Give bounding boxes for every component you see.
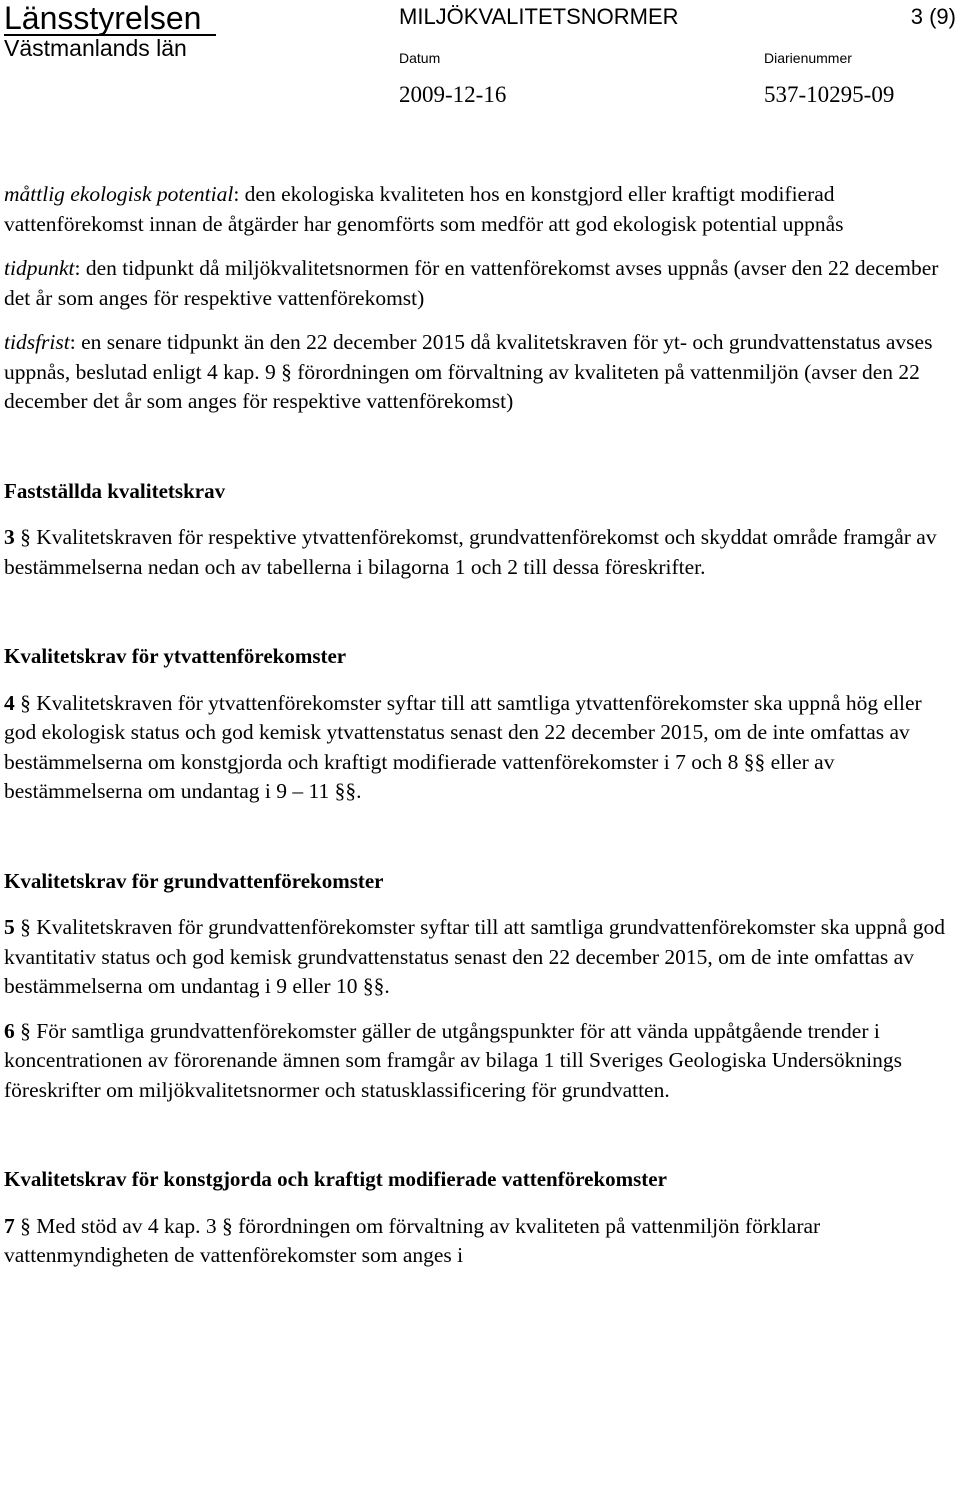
paragraph-number: 3 <box>4 525 15 549</box>
section-paragraph <box>4 689 956 807</box>
section-paragraph <box>4 913 956 1002</box>
page-number: 3 (9) <box>910 4 956 29</box>
definition-text: : den tidpunkt då miljökvalitetsnormen för en vattenförekomst avses uppnås (avser den 22 december det år som anges för respektive vattenförekomst) <box>4 256 939 310</box>
section-heading: Kvalitetskrav för grundvattenförekomster <box>4 868 384 893</box>
definition-text: : den ekologiska kvaliteten hos en konstgjord eller kraftigt modifierad vattenförekomst innan de åtgärder har genomförts som medför att god ekologisk potential uppnås <box>4 182 844 236</box>
lansstyrelsen-logo <box>4 0 216 61</box>
section-heading: Fastställda kvalitetskrav <box>4 478 226 503</box>
date-value: 2009-12-16 <box>399 82 507 107</box>
definition-paragraph <box>4 254 956 313</box>
paragraph-text: § För samtliga grundvattenförekomster gäller de utgångspunkter för att vända uppåtgående trender i koncentrationen av förorenande ämnen som framgår av bilaga 1 till Sveriges Geologiska Undersöknings föreskrifter om miljökvalitetsnormer och statusklassificering för grundvatten. <box>4 1018 902 1102</box>
paragraph-number: 7 <box>4 1213 15 1238</box>
logo-line-2: Västmanlands län <box>4 34 216 60</box>
paragraph-number: 5 <box>4 915 15 939</box>
paragraph-number: 4 <box>4 690 15 715</box>
date-label: Datum <box>399 50 441 66</box>
diary-number-value: 537-10295-09 <box>764 82 895 107</box>
section-paragraph <box>4 523 956 582</box>
definition-term: tidpunkt <box>4 256 75 280</box>
definition-term: måttlig ekologisk potential <box>4 182 234 206</box>
paragraph-text: § Kvalitetskraven för grundvattenförekomster syftar till att samtliga grundvattenförekomster ska uppnå god kvantitativ status och god kemisk grundvattenstatus senast den 22 december 2015, om de inte omfattas av bestämmelserna om undantag i 9 eller 10 §§. <box>4 915 945 998</box>
definition-paragraph <box>4 328 956 417</box>
logo-line-1: Länsstyrelsen <box>4 0 202 36</box>
definition-text: : en senare tidpunkt än den 22 december 2015 då kvalitetskraven för yt- och grundvattenstatus avses uppnås, beslutad enligt 4 kap. 9 § förordningen om förvaltning av kvaliteten på vattenmiljön (avser den 22 december det år som anges för respektive vattenförekomst) <box>4 330 933 413</box>
paragraph-text: § Kvalitetskraven för ytvattenförekomster syftar till att samtliga ytvattenförekomster ska uppnå hög eller god ekologisk status och god kemisk ytvattenstatus senast den 22 december 2015, om de inte omfattas av bestämmelserna om konstgjorda och kraftigt modifierade vattenförekomster i 7 och 8 §§ eller av bestämmelserna om undantag i 9 – 11 §§. <box>4 690 922 803</box>
section-paragraph <box>4 1212 956 1271</box>
paragraph-text: § Med stöd av 4 kap. 3 § förordningen om förvaltning av kvaliteten på vattenmiljön förklarar vattenmyndigheten de vattenförekomster som anges i <box>4 1213 821 1267</box>
section-paragraph <box>4 1017 956 1106</box>
diary-number-label: Diarienummer <box>764 50 852 66</box>
section-heading: Kvalitetskrav för konstgjorda och kraftigt modifierade vattenförekomster <box>4 1167 667 1191</box>
paragraph-number: 6 <box>4 1018 15 1043</box>
document-title: MILJÖKVALITETSNORMER <box>399 4 679 29</box>
document-body <box>4 180 956 1271</box>
definition-term: tidsfrist <box>4 330 70 354</box>
paragraph-text: § Kvalitetskraven för respektive ytvattenförekomst, grundvattenförekomst och skyddat område framgår av bestämmelserna nedan och av tabellerna i bilagorna 1 och 2 till dessa föreskrifter. <box>4 525 937 579</box>
definition-paragraph <box>4 180 956 239</box>
section-heading: Kvalitetskrav för ytvattenförekomster <box>4 644 347 668</box>
